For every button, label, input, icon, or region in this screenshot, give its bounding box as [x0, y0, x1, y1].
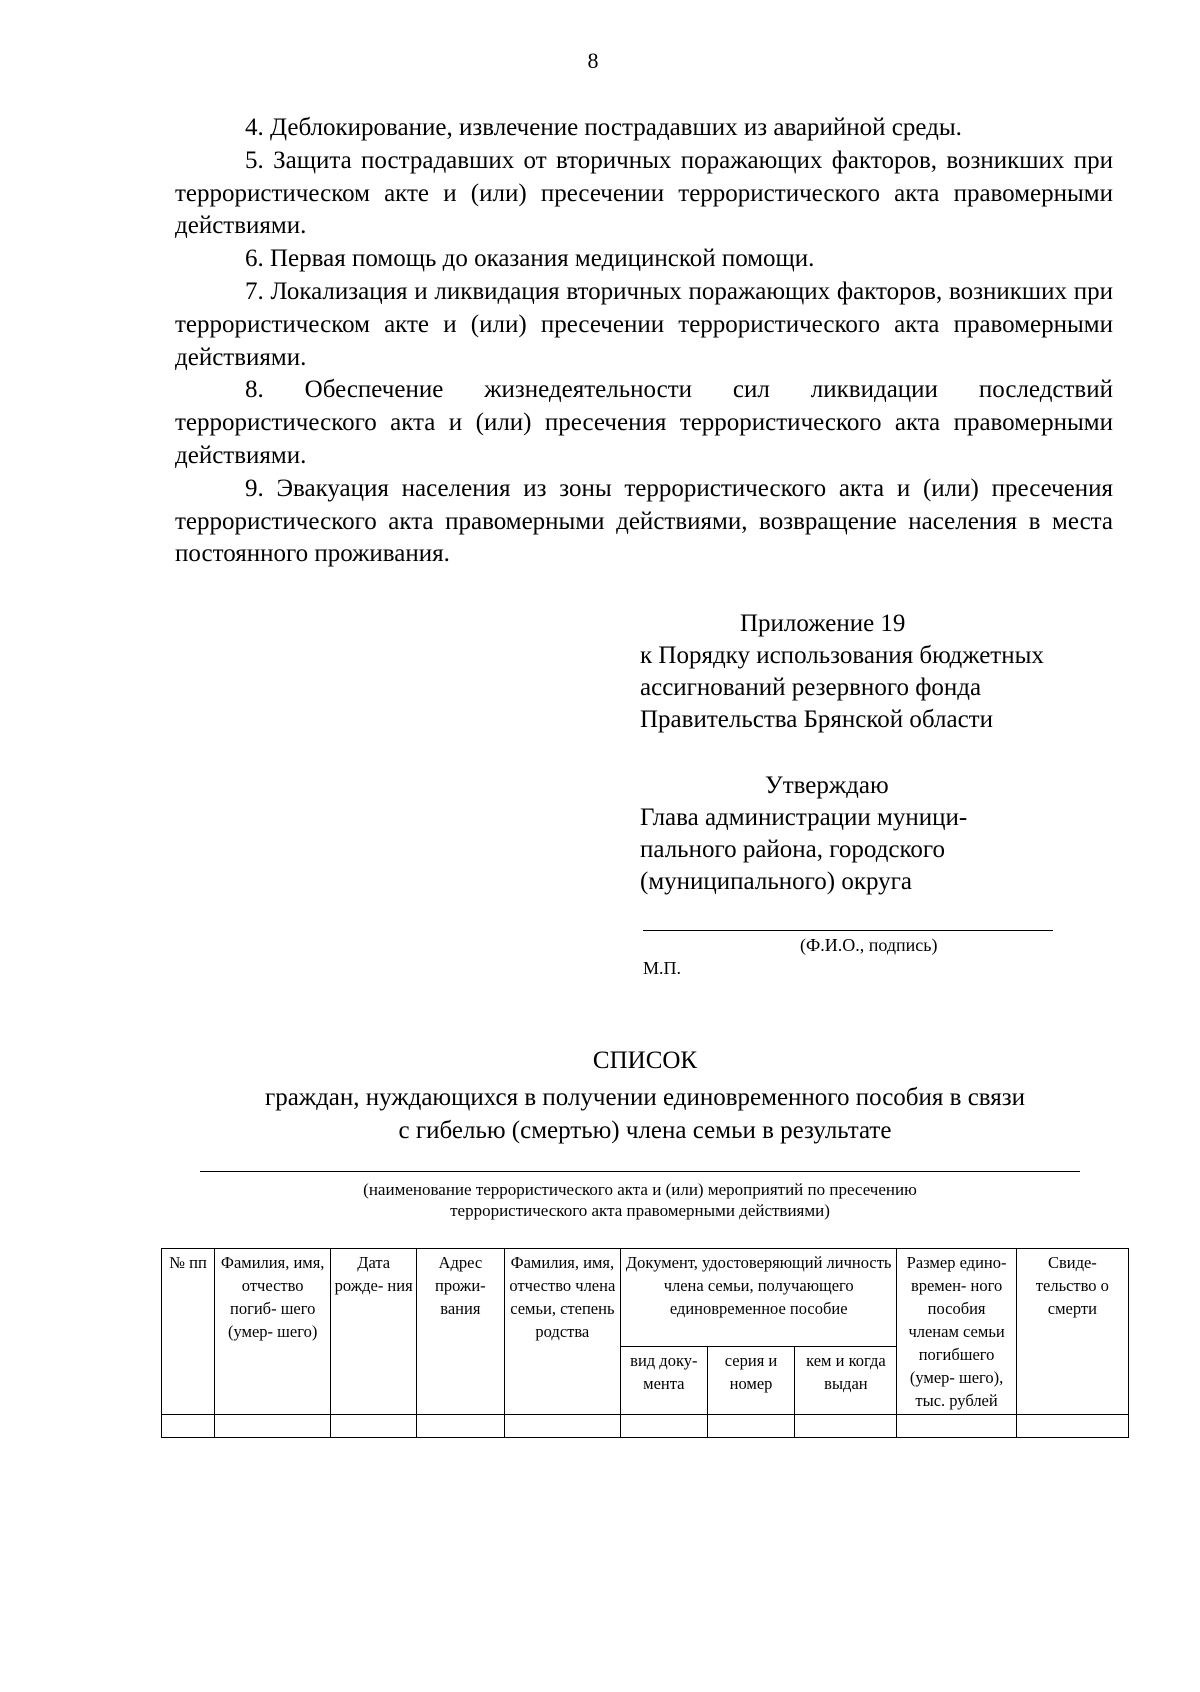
event-caption-line: террористического акта правомерными действиями) — [450, 1201, 830, 1220]
approval-line: пального района, городского — [640, 836, 946, 863]
list-item: 7. Локализация и ликвидация вторичных поражающих факторов, возникших при террористическом акте и (или) пресечении террористического акта правомерными действиями. — [175, 277, 1113, 371]
event-name-line — [200, 1171, 1080, 1172]
approval-line: (муниципального) округа — [640, 868, 912, 895]
signature-line — [643, 930, 1053, 931]
col-series-header: серия и номер — [707, 1347, 795, 1415]
appendix-block — [640, 608, 1120, 736]
table-row — [162, 1415, 1129, 1438]
col-doc-type-header: вид доку- мента — [620, 1347, 707, 1415]
list-subtitle — [200, 1081, 1090, 1147]
list-item: 8. Обеспечение жизнедеятельности сил ликвидации последствий террористического акта и (или) пресечения террористического акта правомерными действиями. — [175, 376, 1113, 469]
numbered-list — [175, 112, 1113, 571]
list-subtitle-line: граждан, нуждающихся в получении единовременного пособия в связи — [264, 1084, 1026, 1111]
approval-line: Глава администрации муници- — [640, 804, 968, 831]
col-address-header: Адрес прожи- вания — [416, 1249, 504, 1415]
list-subtitle-line: с гибелью (смертью) члена семьи в результате — [398, 1117, 892, 1144]
list-item: 6. Первая помощь до оказания медицинской помощи. — [245, 245, 815, 273]
col-certificate-header: Свиде- тельство о смерти — [1016, 1249, 1128, 1415]
approval-block — [640, 770, 1120, 898]
col-deceased-header: Фамилия, имя, отчество погиб- шего (умер- шего) — [215, 1249, 331, 1415]
event-caption — [230, 1179, 1050, 1221]
list-title: СПИСОК — [592, 1047, 698, 1074]
table-cell — [897, 1415, 1016, 1438]
stamp-place-label: М.П. — [643, 958, 682, 978]
col-number-header: № пп — [162, 1249, 215, 1415]
appendix-title: Приложение 19 — [740, 610, 906, 637]
table-cell — [707, 1415, 795, 1438]
appendix-line: к Порядку использования бюджетных — [640, 642, 1044, 669]
approval-title: Утверждаю — [765, 772, 889, 799]
col-member-header: Фамилия, имя, отчество члена семьи, степень родства — [504, 1249, 620, 1415]
table-cell — [162, 1415, 215, 1438]
table-cell — [795, 1415, 897, 1438]
list-item: 4. Деблокирование, извлечение пострадавших из аварийной среды. — [245, 114, 962, 141]
col-document-header: Документ, удостоверяющий личность члена семьи, получающего единовременное пособие — [620, 1249, 896, 1347]
table-cell — [416, 1415, 504, 1438]
recipients-table — [161, 1248, 1129, 1438]
page-number: 8 — [587, 48, 599, 73]
table-cell — [620, 1415, 707, 1438]
col-birth-header: Дата рожде- ния — [331, 1249, 417, 1415]
list-item: 5. Защита пострадавших от вторичных поражающих факторов, возникших при террористическом акте и (или) пресечении террористического акта правомерными действиями. — [175, 146, 1113, 240]
appendix-line: ассигнований резервного фонда — [640, 674, 982, 701]
event-caption-line: (наименование террористического акта и (или) мероприятий по пресечению — [363, 1180, 917, 1199]
appendix-line: Правительства Брянской области — [640, 706, 993, 733]
col-amount-header: Размер едино- времен- ного пособия членам семьи погибшего (умер- шего), тыс. рублей — [897, 1249, 1016, 1415]
table-cell — [215, 1415, 331, 1438]
table-cell — [504, 1415, 620, 1438]
table-cell — [331, 1415, 417, 1438]
list-item: 9. Эвакуация населения из зоны террористического акта и (или) пресечения террористического акта правомерными действиями, возвращение населения в места постоянного проживания. — [175, 474, 1113, 568]
signature-caption: (Ф.И.О., подпись) — [800, 935, 938, 955]
table-header-row — [162, 1249, 1129, 1347]
col-issued-header: кем и когда выдан — [795, 1347, 897, 1415]
table-cell — [1016, 1415, 1128, 1438]
